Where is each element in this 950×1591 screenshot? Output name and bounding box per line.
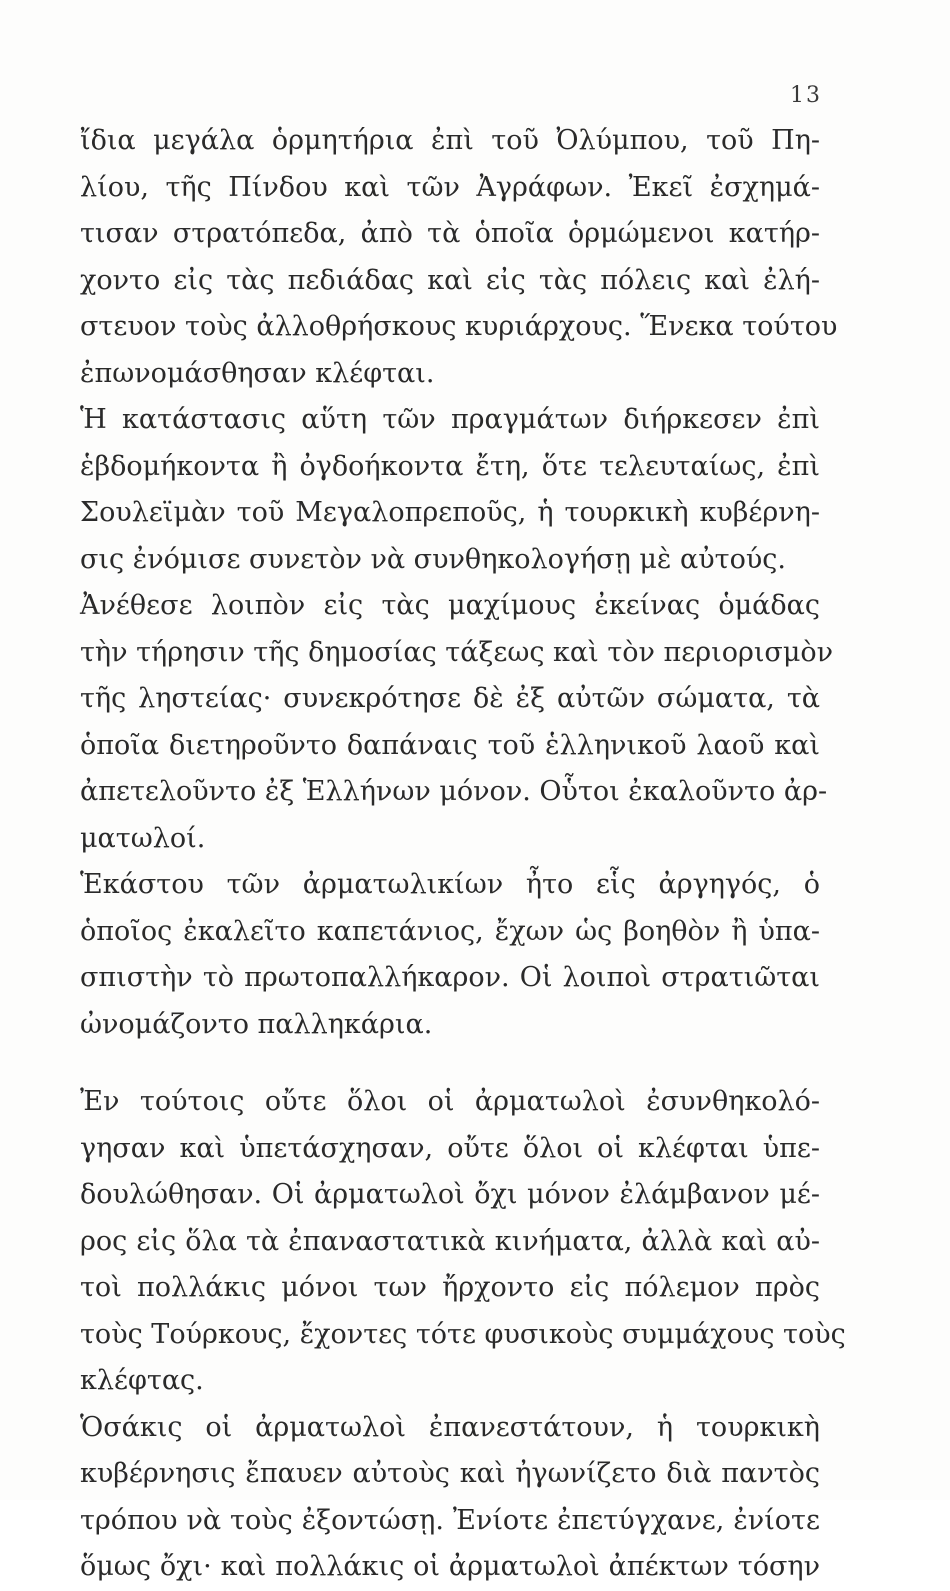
- text-line: χοντο εἰς τὰς πεδιάδας καὶ εἰς τὰς πόλεις καὶ ἐλή-: [80, 264, 820, 296]
- paragraph-gap: [80, 1048, 820, 1079]
- paragraph: [80, 118, 838, 397]
- text-line: τῆς ληστείας· συνεκρότησε δὲ ἐξ αὐτῶν σώματα, τὰ: [80, 683, 820, 714]
- text-line: δουλώθησαν. Οἱ ἀρματωλοὶ ὄχι μόνον ἐλάμβανον μέ-: [80, 1179, 820, 1210]
- paragraph: [80, 862, 820, 1048]
- text-line: σπιστὴν τὸ πρωτοπαλλήκαρον. Οἱ λοιποὶ στρατιῶται: [80, 962, 820, 993]
- text-line: τοὶ πολλάκις μόνοι των ἤρχοντο εἰς πόλεμον πρὸς: [80, 1272, 820, 1303]
- paragraph: [80, 1079, 846, 1405]
- text-line: ὁποῖος ἐκαλεῖτο καπετάνιος, ἔχων ὡς βοηθὸν ἢ ὑπα-: [80, 915, 820, 947]
- paragraph: [80, 583, 834, 862]
- text-line: τοὺς Τούρκους, ἔχοντες τότε φυσικοὺς συμμάχους τοὺς: [80, 1318, 846, 1350]
- text-line: Ἑκάστου τῶν ἀρματωλικίων ἦτο εἷς ἀργηγός, ὁ: [80, 869, 820, 900]
- text-line: Σουλεϊμὰν τοῦ Μεγαλοπρεποῦς, ἡ τουρκικὴ κυβέρνη-: [80, 497, 820, 528]
- text-line: τὴν τήρησιν τῆς δημοσίας τάξεως καὶ τὸν περιορισμὸν: [80, 636, 834, 668]
- text-line: ὅμως ὄχι· καὶ πολλάκις οἱ ἀρματωλοὶ ἀπέκτων τόσην: [80, 1551, 820, 1582]
- text-line: κλέφτας.: [80, 1365, 204, 1396]
- text-line: ματωλοί.: [80, 822, 206, 854]
- text-line: ὁποῖα διετηροῦντο δαπάναις τοῦ ἑλληνικοῦ λαοῦ καὶ: [80, 729, 820, 761]
- text-line: γησαν καὶ ὑπετάσχησαν, οὔτε ὅλοι οἱ κλέφται ὑπε-: [80, 1132, 820, 1164]
- text-line: Ἐν τούτοις οὔτε ὅλοι οἱ ἀρματωλοὶ ἐσυνθηκολό-: [80, 1086, 820, 1117]
- text-line: τρόπου νὰ τοὺς ἐξοντώσῃ. Ἐνίοτε ἐπετύγχανε, ἐνίοτε: [80, 1504, 820, 1536]
- text-line: στευον τοὺς ἀλλοθρήσκους κυριάρχους. Ἕνεκα τούτου: [80, 311, 838, 342]
- paragraph: [80, 397, 820, 583]
- text-line: ἀπετελοῦντο ἐξ Ἑλλήνων μόνον. Οὗτοι ἐκαλοῦντο ἀρ-: [80, 776, 828, 807]
- body-text: [80, 118, 846, 1591]
- text-line: λίου, τῆς Πίνδου καὶ τῶν Ἀγράφων. Ἐκεῖ ἐσχημά-: [80, 171, 820, 203]
- page-number: 13: [790, 83, 822, 108]
- text-line: σις ἐνόμισε συνετὸν νὰ συνθηκολογήσῃ μὲ αὐτούς.: [80, 543, 786, 575]
- text-line: κυβέρνησις ἔπαυεν αὐτοὺς καὶ ἠγωνίζετο διὰ παντὸς: [80, 1458, 820, 1489]
- text-line: ὠνομάζοντο παλληκάρια.: [80, 1008, 433, 1040]
- text-line: ἐπωνομάσθησαν κλέφται.: [80, 357, 435, 389]
- text-line: ρος εἰς ὅλα τὰ ἐπαναστατικὰ κινήματα, ἀλλὰ καὶ αὐ-: [80, 1225, 820, 1257]
- paragraph: [80, 1405, 820, 1591]
- text-line: τισαν στρατόπεδα, ἀπὸ τὰ ὁποῖα ὁρμώμενοι κατήρ-: [80, 218, 820, 249]
- text-line: Ἡ κατάστασις αὕτη τῶν πραγμάτων διήρκεσεν ἐπὶ: [80, 404, 820, 435]
- text-line: ἴδια μεγάλα ὁρμητήρια ἐπὶ τοῦ Ὀλύμπου, τοῦ Πη-: [80, 125, 820, 156]
- text-line: ἑβδομήκοντα ἢ ὀγδοήκοντα ἔτη, ὅτε τελευταίως, ἐπὶ: [80, 450, 820, 482]
- text-line: Ὁσάκις οἱ ἀρματωλοὶ ἐπανεστάτουν, ἡ τουρκικὴ: [80, 1411, 820, 1443]
- text-line: Ἀνέθεσε λοιπὸν εἰς τὰς μαχίμους ἐκείνας ὁμάδας: [80, 590, 820, 621]
